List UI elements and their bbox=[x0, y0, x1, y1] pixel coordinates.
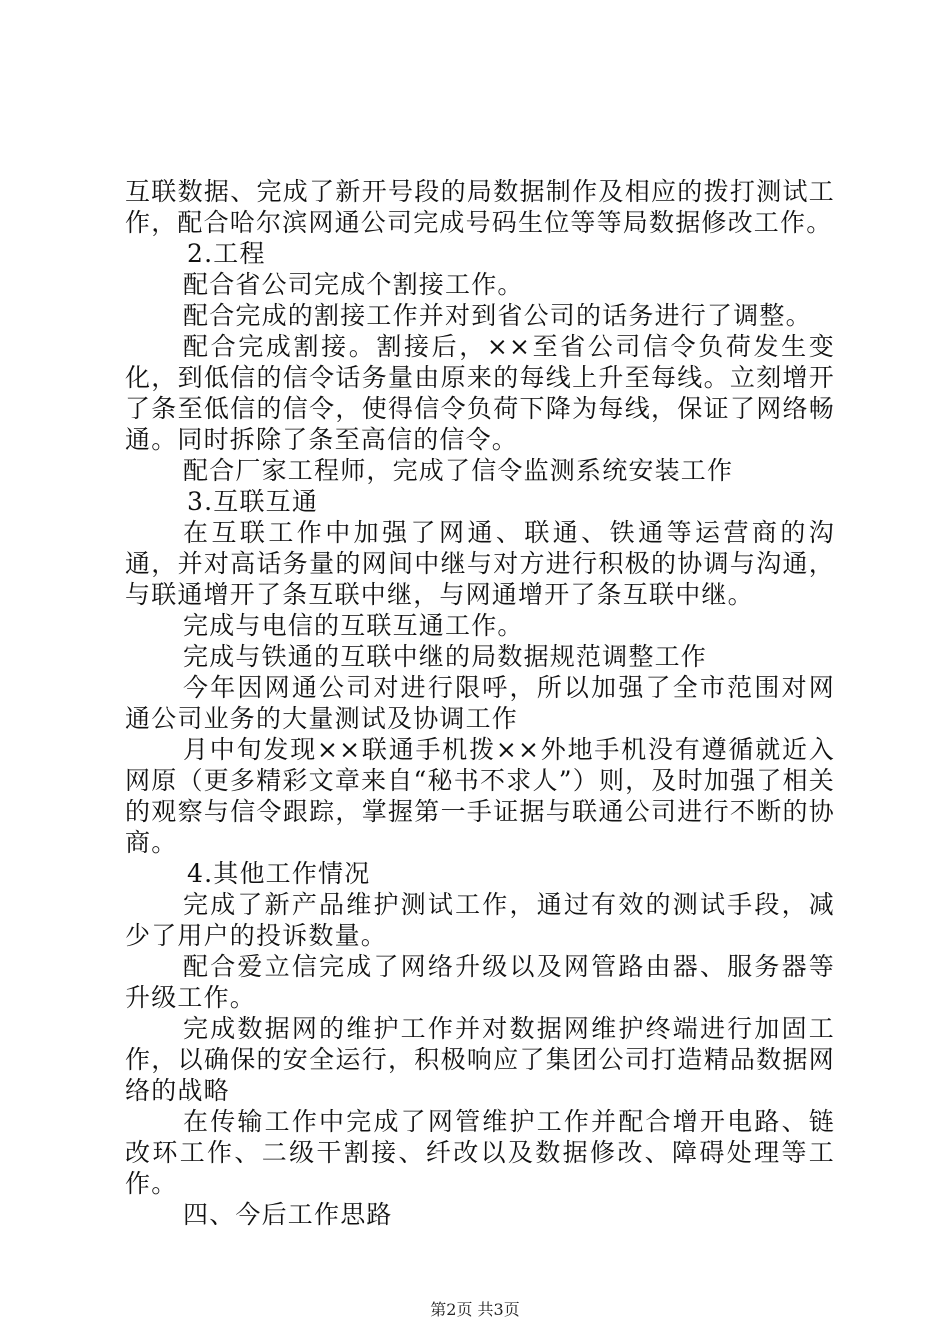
paragraph: 完成数据网的维护工作并对数据网维护终端进行加固工作，以确保的安全运行，积极响应了集团公司打造精品数据网络的战略 bbox=[125, 1014, 835, 1105]
paragraph: 月中旬发现××联通手机拨××外地手机没有遵循就近入网原（更多精彩文章来自“秘书不求人”）则，及时加强了相关的观察与信令跟踪，掌握第一手证据与联通公司进行不断的协商。 bbox=[125, 735, 835, 857]
paragraph: 配合省公司完成个割接工作。 bbox=[183, 270, 524, 299]
section-heading-future: 四、今后工作思路 bbox=[183, 1200, 393, 1229]
paragraph: 在互联工作中加强了网通、联通、铁通等运营商的沟通，并对高话务量的网间中继与对方进行积极的协调与沟通，与联通增开了条互联中继，与网通增开了条互联中继。 bbox=[125, 518, 835, 609]
document-body bbox=[125, 176, 835, 1230]
paragraph: 完成与电信的互联互通工作。 bbox=[183, 611, 524, 640]
page-footer: 第2页 共3页 bbox=[430, 1300, 520, 1319]
paragraph: 配合完成的割接工作并对到省公司的话务进行了调整。 bbox=[183, 301, 812, 330]
paragraph: 配合爱立信完成了网络升级以及网管路由器、服务器等升级工作。 bbox=[125, 952, 835, 1012]
paragraph: 配合完成割接。割接后，××至省公司信令负荷发生变化，到低信的信令话务量由原来的每线上升至每线。立刻增开了条至低信的信令，使得信令负荷下降为每线，保证了网络畅通。同时拆除了条至高信的信令。 bbox=[125, 332, 835, 454]
paragraph: 配合厂家工程师，完成了信令监测系统安装工作 bbox=[183, 456, 734, 485]
paragraph-continuation: 互联数据、完成了新开号段的局数据制作及相应的拨打测试工作，配合哈尔滨网通公司完成号码生位等等局数据修改工作。 bbox=[125, 177, 835, 237]
section-heading-interconnect: 3.互联互通 bbox=[187, 487, 319, 516]
paragraph: 完成与铁通的互联中继的局数据规范调整工作 bbox=[183, 642, 708, 671]
section-heading-engineering: 2.工程 bbox=[187, 239, 266, 268]
paragraph: 完成了新产品维护测试工作，通过有效的测试手段，减少了用户的投诉数量。 bbox=[125, 890, 835, 950]
paragraph: 在传输工作中完成了网管维护工作并配合增开电路、链改环工作、二级干割接、纤改以及数据修改、障碍处理等工作。 bbox=[125, 1107, 835, 1198]
section-heading-other: 4.其他工作情况 bbox=[187, 859, 371, 888]
paragraph: 今年因网通公司对进行限呼，所以加强了全市范围对网通公司业务的大量测试及协调工作 bbox=[125, 673, 835, 733]
